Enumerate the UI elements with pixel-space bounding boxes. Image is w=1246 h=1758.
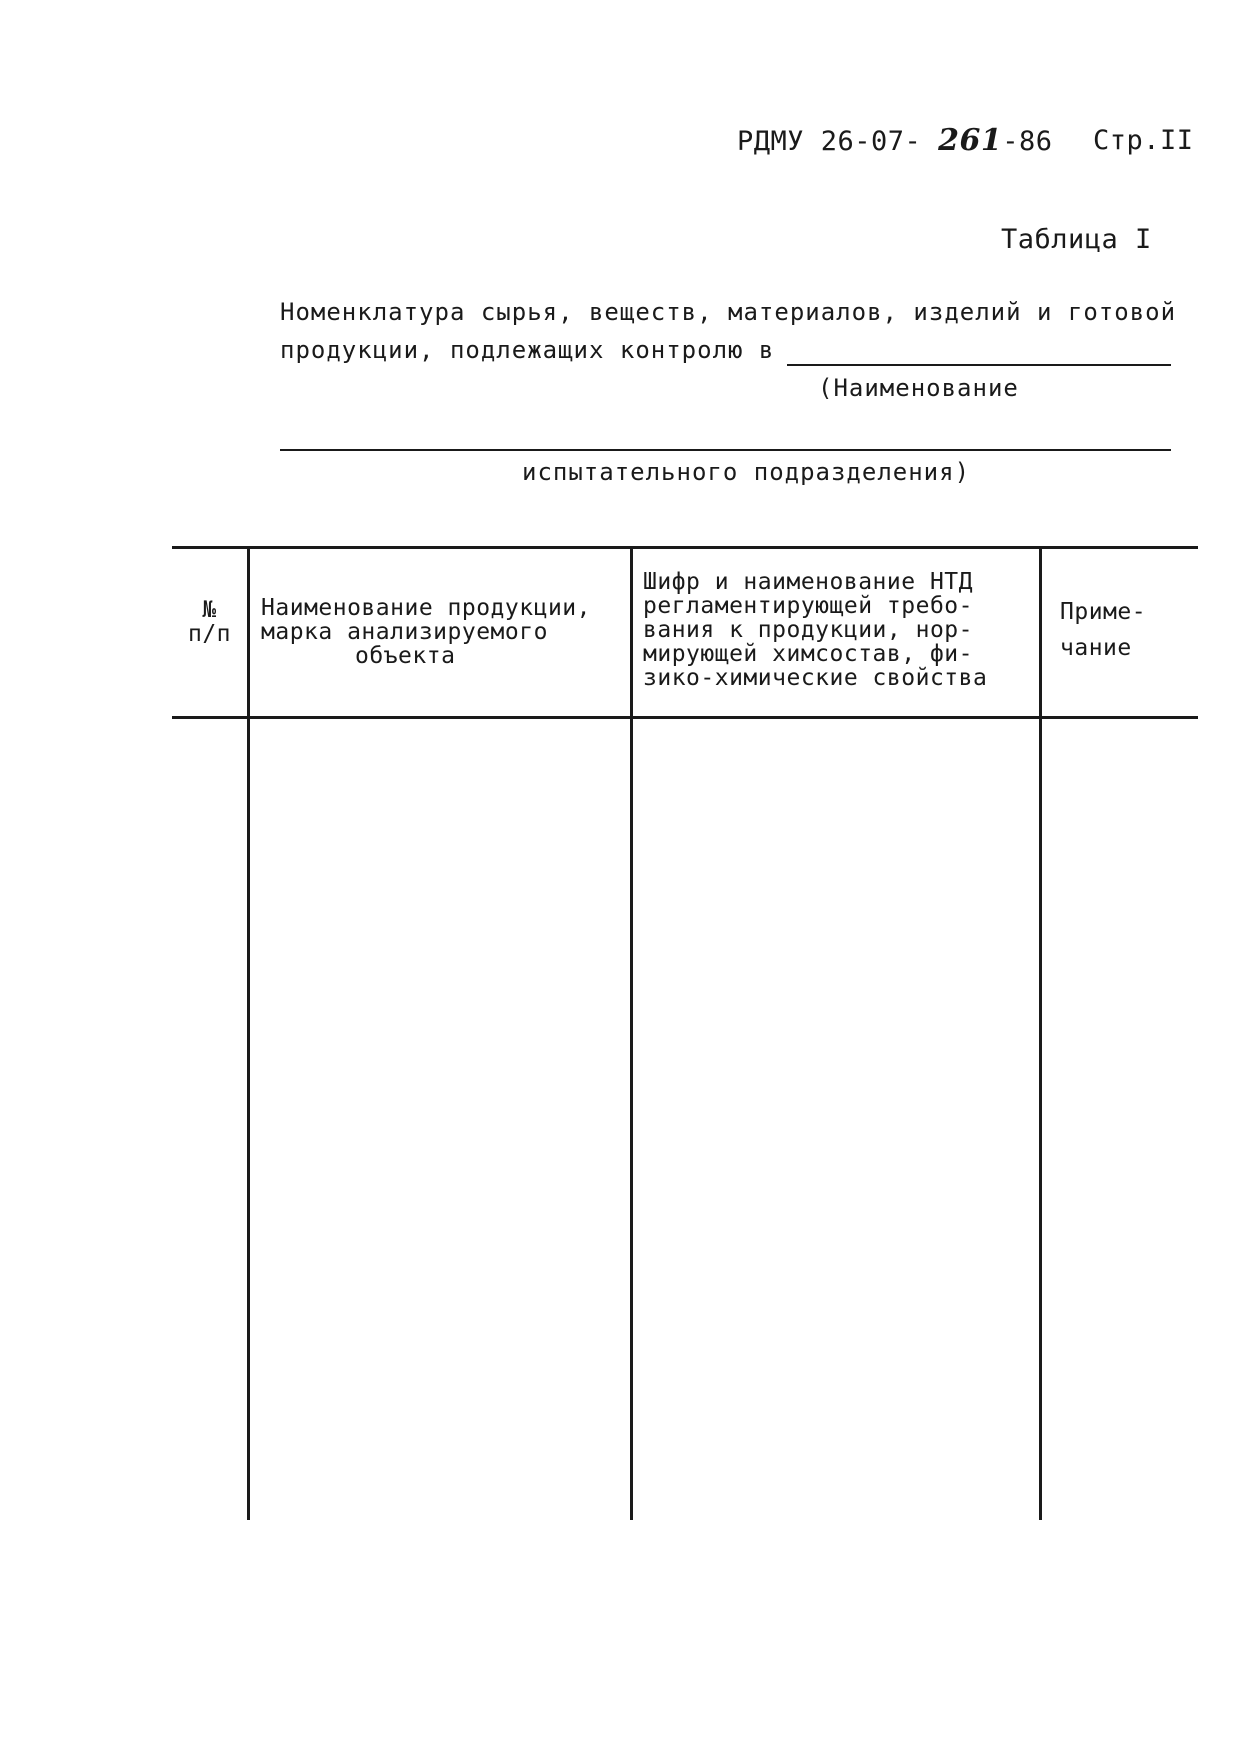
fill-in-line-1 [787, 364, 1171, 366]
column-header-ntd-line: мирующей химсостав, фи- [643, 641, 973, 667]
column-header-product-name-line: марка анализируемого [261, 619, 548, 645]
column-header-number-line: п/п [187, 621, 232, 647]
column-header-note-line: Приме- [1060, 599, 1147, 625]
table-header-bottom-border [172, 716, 1198, 719]
table-column-divider-3 [1039, 548, 1042, 1520]
column-header-number-line: № [202, 597, 217, 623]
table-column-divider-1 [247, 548, 250, 1520]
fill-in-caption-1: (Наименование [818, 374, 1019, 402]
column-header-product-name-line: Наименование продукции, [261, 595, 591, 621]
column-header-product-name [261, 596, 626, 668]
column-header-product-name-line: объекта [355, 643, 456, 669]
table-label: Таблица I [1001, 224, 1152, 255]
column-header-ntd-line: зико-химические свойства [643, 665, 988, 691]
document-code [737, 123, 1052, 158]
column-header-ntd-line: вания к продукции, нор- [643, 617, 973, 643]
document-code-handwritten: 261 [938, 123, 1003, 158]
fill-in-line-2 [280, 449, 1171, 451]
column-header-ntd [643, 570, 1035, 690]
column-header-number [172, 598, 247, 646]
column-header-ntd-line: Шифр и наименование НТД [643, 569, 973, 595]
column-header-note [1060, 594, 1190, 666]
intro-line-2: продукции, подлежащих контролю в [280, 336, 775, 364]
column-header-ntd-line: регламентирующей требо- [643, 593, 973, 619]
table-top-border [172, 546, 1198, 549]
document-code-suffix: -86 [1002, 126, 1053, 157]
document-code-prefix: РДМУ 26-07- [737, 126, 939, 157]
intro-line-1: Номенклатура сырья, веществ, материалов, изделий и готовой [280, 298, 1177, 326]
table-column-divider-2 [630, 548, 633, 1520]
fill-in-caption-2: испытательного подразделения) [522, 458, 971, 486]
page-number: Стр.II [1093, 125, 1194, 156]
column-header-note-line: чание [1060, 635, 1132, 661]
